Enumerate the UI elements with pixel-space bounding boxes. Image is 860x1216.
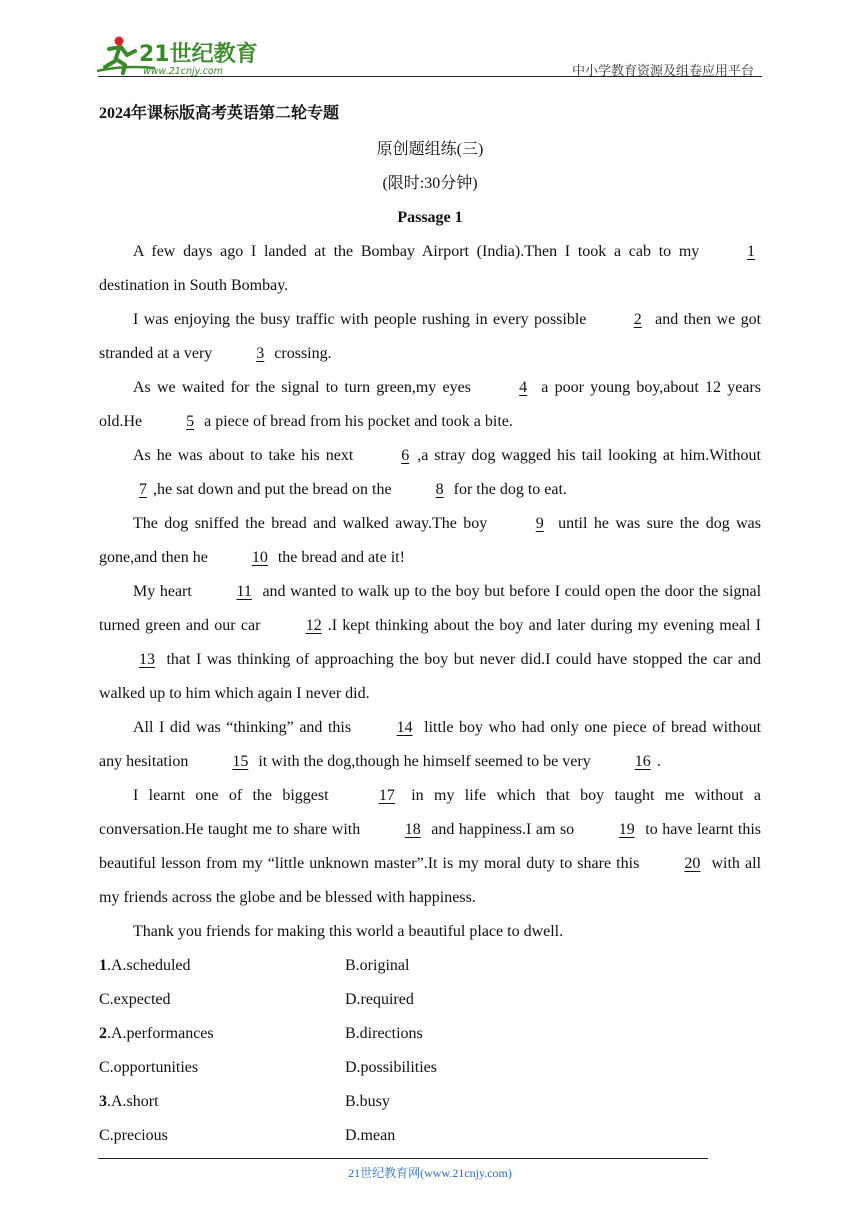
paragraph-8: I learnt one of the biggest 17 in my life which that boy taught me without a conversation.He taught me to share with 18 and happiness.I am so 19 to have learnt this beautiful lesson from my “little unknown master”.It is my moral duty to share this 20 with all my friends across the globe and be blessed with happiness. xyxy=(99,779,761,915)
document-title: 2024年课标版高考英语第二轮专题 xyxy=(99,105,340,122)
page-header xyxy=(0,0,860,80)
platform-name: 中小学教育资源及组卷应用平台 xyxy=(571,64,754,79)
option-1b[interactable]: B.original xyxy=(345,957,410,974)
option-3b[interactable]: B.busy xyxy=(345,1093,390,1110)
blank-20: 20 xyxy=(684,855,701,872)
blank-4: 4 xyxy=(519,379,528,396)
blank-8: 8 xyxy=(435,481,444,498)
site-logo[interactable] xyxy=(95,35,265,77)
blank-19: 19 xyxy=(618,821,635,838)
paragraph-4: As he was about to take his next 6 ,a stray dog wagged his tail looking at him.Without 7 ,he sat down and put the bread on the 8 for the dog to eat. xyxy=(99,439,761,507)
option-1d[interactable]: D.required xyxy=(345,991,414,1008)
options-block xyxy=(99,949,761,1153)
paragraph-7: All I did was “thinking” and this 14 little boy who had only one piece of bread without any hesitation 15 it with the dog,though he himself seemed to be very 16 . xyxy=(99,711,761,779)
blank-15: 15 xyxy=(232,753,249,770)
blank-16: 16 xyxy=(634,753,651,770)
paragraph-2: I was enjoying the busy traffic with people rushing in every possible 2 and then we got stranded at a very 3 crossing. xyxy=(99,303,761,371)
svg-text:21世纪教育: 21世纪教育 xyxy=(139,42,258,67)
blank-10: 10 xyxy=(251,549,268,566)
document-body xyxy=(99,100,761,1153)
question-2-row-1 xyxy=(99,1017,761,1051)
option-2c[interactable]: C.opportunities xyxy=(99,1059,199,1076)
option-1a[interactable]: 1.A.scheduled xyxy=(99,957,191,974)
exercise-title: 原创题组练(三) xyxy=(376,141,484,158)
passage-title: Passage 1 xyxy=(397,209,463,226)
question-3-row-1 xyxy=(99,1085,761,1119)
blank-17: 17 xyxy=(378,787,395,804)
footer-link[interactable]: 21世纪教育网(www.21cnjy.com) xyxy=(348,1166,512,1180)
blank-9: 9 xyxy=(535,515,544,532)
blank-3: 3 xyxy=(256,345,265,362)
paragraph-9: Thank you friends for making this world a beautiful place to dwell. xyxy=(133,923,564,940)
footer-divider xyxy=(98,1158,708,1159)
time-limit: (限时:30分钟) xyxy=(382,175,478,192)
paragraph-1: A few days ago I landed at the Bombay Airport (India).Then I took a cab to my 1 destination in South Bombay. xyxy=(99,235,761,303)
question-1-row-2 xyxy=(99,983,761,1017)
option-1c[interactable]: C.expected xyxy=(99,991,171,1008)
blank-5: 5 xyxy=(186,413,195,430)
blank-7: 7 xyxy=(139,481,147,498)
header-divider xyxy=(98,76,762,77)
runner-logo-icon xyxy=(95,35,265,77)
svg-text:www.21cnjy.com: www.21cnjy.com xyxy=(143,66,223,77)
question-1-row-1 xyxy=(99,949,761,983)
question-3-row-2 xyxy=(99,1119,761,1153)
option-3a[interactable]: 3.A.short xyxy=(99,1093,159,1110)
paragraph-3: As we waited for the signal to turn green,my eyes 4 a poor young boy,about 12 years old.He 5 a piece of bread from his pocket and took a bite. xyxy=(99,371,761,439)
option-3d[interactable]: D.mean xyxy=(345,1127,396,1144)
blank-1: 1 xyxy=(747,243,755,260)
paragraph-5: The dog sniffed the bread and walked away.The boy 9 until he was sure the dog was gone,and then he 10 the bread and ate it! xyxy=(99,507,761,575)
option-3c[interactable]: C.precious xyxy=(99,1127,168,1144)
option-2b[interactable]: B.directions xyxy=(345,1025,423,1042)
option-2d[interactable]: D.possibilities xyxy=(345,1059,438,1076)
blank-6: 6 xyxy=(401,447,410,464)
paragraph-6: My heart 11 and wanted to walk up to the boy but before I could open the door the signal turned green and our car 12 .I kept thinking about the boy and later during my evening meal I 13 that I was thinking of approaching the boy but never did.I could have stopped the car and walked up to him which again I never did. xyxy=(99,575,761,711)
blank-11: 11 xyxy=(236,583,252,600)
blank-2: 2 xyxy=(633,311,642,328)
option-2a[interactable]: 2.A.performances xyxy=(99,1025,214,1042)
question-2-row-2 xyxy=(99,1051,761,1085)
blank-18: 18 xyxy=(404,821,421,838)
blank-12: 12 xyxy=(305,617,322,634)
blank-14: 14 xyxy=(396,719,413,736)
blank-13: 13 xyxy=(139,651,155,668)
